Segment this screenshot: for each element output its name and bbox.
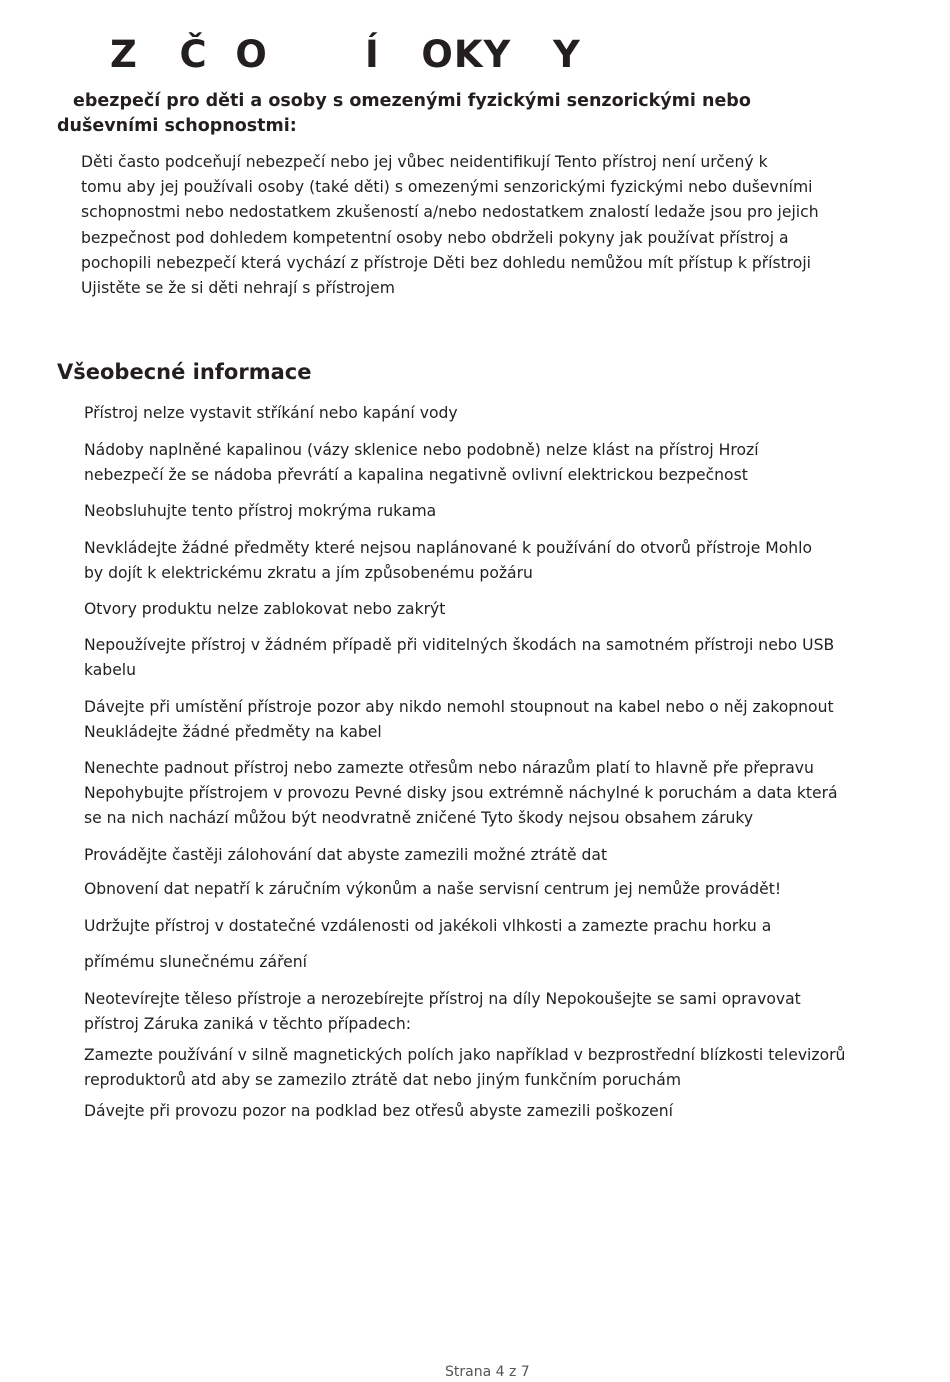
list-item-line: Neukládejte žádné předměty na kabel [84,723,382,741]
list-item-line: přístroj Záruka zaniká v těchto případech: [84,1015,412,1033]
list-item-line: Provádějte častěji zálohování dat abyste zamezili možné ztrátě dat [84,846,608,864]
list-item-line: kabelu [84,661,137,679]
list-item-line: Obnovení dat nepatří k záručním výkonům a naše servisní centrum jej nemůže provádět! [84,880,782,898]
list-item-line: Nádoby naplněné kapalinou (vázy sklenice nebo podobně) nelze klást na přístroj Hrozí [84,441,759,459]
list-item [84,536,812,586]
list-item-line: Neotevírejte těleso přístroje a nerozebírejte přístroj na díly Nepokoušejte se sami opravovat [84,990,801,1008]
list-item-line: Udržujte přístroj v dostatečné vzdálenosti od jakékoli vlhkosti a zamezte prachu horku a [84,917,772,935]
list-item-line: Přístroj nelze vystavit stříkání nebo kapání vody [84,404,458,422]
safety-heading-line: duševními schopnostmi: [57,116,297,136]
list-item-line: Nepoužívejte přístroj v žádném případě při viditelných škodách na samotném přístroji nebo USB [84,636,835,654]
list-item-line: by dojít k elektrickému zkratu a jím způsobenému požáru [84,564,533,582]
list-item [84,633,834,683]
list-item [84,401,458,426]
list-item-line: se na nich nachází můžou být neodvratně zničené Tyto škody nejsou obsahem záruky [84,809,754,827]
list-item [84,1043,845,1093]
list-item-line: Nevkládejte žádné předměty které nejsou naplánované k používání do otvorů přístroje Mohlo [84,539,813,557]
intro-line: tomu aby jej používali osoby (také děti) s omezenými senzorickými fyzickými nebo duševními [81,178,813,197]
list-item-line: Zamezte používání v silně magnetických polích jako například v bezprostřední blízkosti televizorů [84,1046,846,1064]
list-item [84,950,307,975]
list-item [84,756,838,831]
list-item [84,1099,673,1124]
intro-line: pochopili nebezpečí která vychází z přístroje Děti bez dohledu nemůžou mít přístup k přístroji [81,253,812,272]
list-item [84,877,781,902]
safety-heading [57,89,817,139]
list-item-line: Nepohybujte přístrojem v provozu Pevné disky jsou extrémně náchylné k poruchám a data která [84,784,838,802]
list-item [84,843,607,868]
list-item [84,695,834,745]
list-item-line: nebezpečí že se nádoba převrátí a kapalina negativně ovlivní elektrickou bezpečnost [84,466,748,484]
list-item [84,499,436,524]
list-item-line: Dávejte při provozu pozor na podklad bez otřesů abyste zamezili poškození [84,1102,673,1120]
list-item-line: přímému slunečnému záření [84,953,307,971]
safety-heading-line: ebezpečí pro děti a osoby s omezenými fyzickými senzorickými nebo [73,91,751,111]
intro-line: schopnostmi nebo nedostatkem zkušeností a/nebo nedostatkem znalostí ledaže jsou pro jejich [81,203,819,222]
list-item-line: Dávejte při umístění přístroje pozor aby nikdo nemohl stoupnout na kabel nebo o něj zakopnout [84,698,834,716]
list-item [84,914,771,939]
general-info-heading: Všeobecné informace [57,360,312,384]
list-item-line: Neobsluhujte tento přístroj mokrýma rukama [84,502,437,520]
list-item [84,987,801,1037]
list-item [84,438,759,488]
list-item-line: Otvory produktu nelze zablokovat nebo zakrýt [84,600,446,618]
list-item-line: Nenechte padnout přístroj nebo zamezte otřesům nebo nárazům platí to hlavně pře přepravu [84,759,814,777]
page-number: Strana 4 z 7 [445,1364,530,1380]
intro-paragraph [81,150,881,301]
list-item-line: reproduktorů atd aby se zamezilo ztrátě dat nebo jiným funkčním poruchám [84,1071,682,1089]
list-item [84,597,445,622]
intro-line: bezpečnost pod dohledem kompetentní osoby nebo obdrželi pokyny jak používat přístroj a [81,228,789,247]
intro-line: Děti často podceňují nebezpečí nebo jej vůbec neidentifikují Tento přístroj není určený k [81,153,768,171]
page-title: Z Č O Í OKY Y [110,33,581,76]
intro-line: Ujistěte se že si děti nehrají s přístrojem [81,279,395,298]
